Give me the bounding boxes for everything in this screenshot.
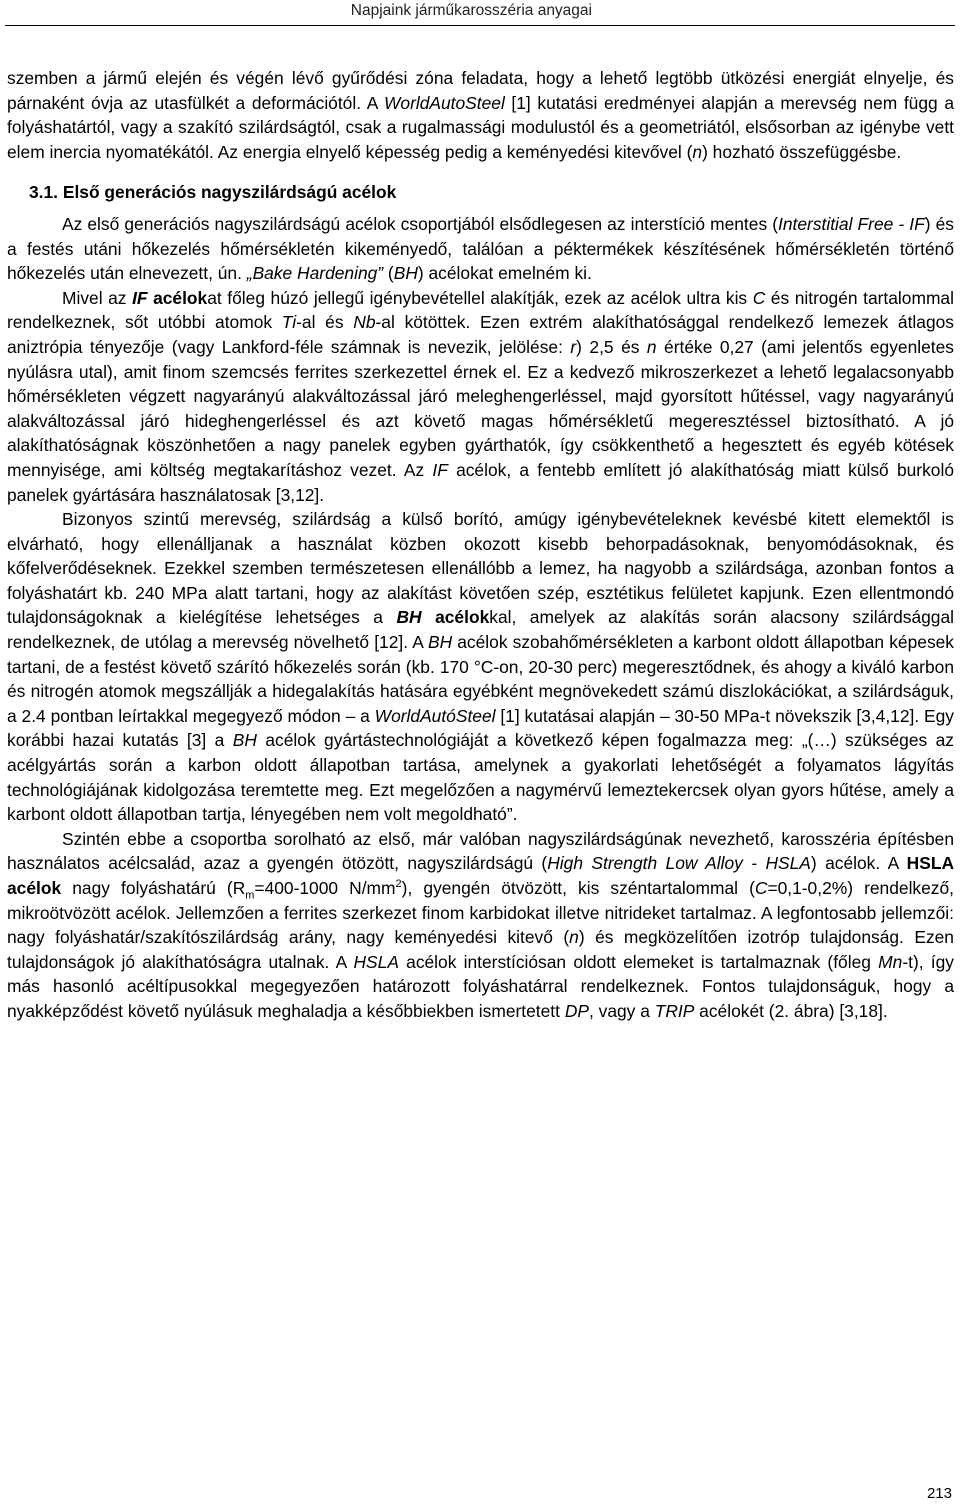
text-run: Ti [281, 312, 297, 333]
text-run: , vagy a [588, 1000, 655, 1021]
text-run: -al és [296, 312, 354, 333]
text-run: 3.1. Első generációs nagyszilárdságú acélok [29, 182, 397, 203]
text-run: értéke 0,27 (ami jelentős egyenletes nyúlásra utal), amit finom szemcsés ferrites szerkezettel érnek el. Ez a kedvező mikroszerkezet a lehető legalacsonyabb hőmérsékleten végzett nagyarányú alakváltozással járó meleghengerléssel, majd gyorsított hűtéssel, vagy nagyarányú alakváltozással járó hideghengerléssel és azt követő magas hőmérsékletű megeresztéssel biztosítható. A jó alakíthatóságnak köszönhetően a nagy panelek egyben gyárthatók, így csökkenthető a hegesztett és egyéb kötések mennyisége, ami költség megtakarításhoz vezet. Az [7, 336, 954, 480]
text-run: DP [564, 1000, 589, 1021]
text-run: Mivel az [62, 287, 133, 308]
text-run: kal, amelyek az alakítás során alacsony szilárdsággal rendelkeznek, de utólag a merevség növelhető [12]. A [7, 607, 955, 653]
text-run: Az első generációs nagyszilárdságú acélok csoportjából elsődlegesen az interstíció mentes ( [62, 213, 779, 234]
text-run: 2 [395, 878, 402, 891]
text-run: acélok interstíciósan oldott elemeket is tartalmaznak (főleg [398, 951, 879, 972]
text-run: -al kötöttek. Ezen extrém alakíthatósággal rendelkező lemezek átlagos aniztrópia tényezője (vagy Lankford-féle számnak is nevezik, jelölése: [7, 312, 954, 357]
text-run: ), gyengén ötvözött, kis széntartalommal ( [401, 878, 755, 898]
text-run: ) 2,5 és [576, 336, 647, 357]
text-run: ) acélok. A [810, 853, 907, 874]
text-run: BH [427, 632, 453, 653]
text-run: HSLA acélok [7, 853, 954, 898]
text-run: WorldAutoSteel [383, 92, 505, 113]
text-run: ) hozható összefüggésbe. [702, 141, 902, 162]
text-run: acélokét (2. ábra) [3,18]. [694, 1000, 888, 1021]
text-run: acélok [147, 287, 208, 308]
text-run: Szintén ebbe a csoportba sorolható az első, már valóban nagyszilárdságúnak nevezhető, karosszéria építésben használatos acélcsalád, azaz a gyengén ötözött, nagyszilárdságú ( [7, 828, 954, 874]
body-paragraph [7, 827, 954, 1024]
text-run: n [646, 336, 657, 357]
text-run: ) és megközelítően izotróp tulajdonság. Ezen tulajdonságok jó alakíthatóságra utalnak. A [7, 927, 954, 972]
text-run: BH [232, 730, 257, 751]
text-run: acélok szobahőmérsékleten a karbont oldott állapotban képesek tartani, de a festést követő szárító hőkezelés során (kb. 170 °C-on, 20-30 perc) megeresztődnek, és ahogy a kiváló karbon és nitrogén atomok megszállják a hidegalakítás hatására egyébként megnövekedett számú diszlokációkat, a szilárdságuk, a 2.4 pontban leírtakkal megegyező módon – a [7, 632, 955, 726]
text-run: High Strength Low Alloy - HSLA [547, 853, 811, 874]
page-header [0, 0, 960, 42]
text-run: „Bake Hardening” [246, 263, 384, 284]
text-run: TRIP [654, 1000, 695, 1021]
text-run: ) acélokat emelném ki. [417, 263, 592, 284]
text-run: Mn [878, 951, 903, 972]
header-rule [5, 25, 955, 26]
text-run: WorldAutóSteel [374, 705, 496, 726]
section-heading [7, 180, 954, 205]
text-run: ) és a festés utáni hőkezelés hőmérsékletén kikeményedő, találóan a péktermékek készítésének hőmérsékletén történő hőkezelés után elnevezett, ún. [7, 213, 954, 284]
document-body [7, 66, 954, 1024]
text-run: acélok [421, 607, 490, 628]
text-run: C [754, 878, 768, 898]
text-run: Bizonyos szintű merevség, szilárdság a külső borító, amúgy igénybevételeknek kevésbé kitett elemektől is elvárható, hogy ellenálljanak a használat közben okozott kisebb behorpadásoknak, benyomódásoknak, és kőfelverődéseknek. Ezekkel szemben természetesen ellenállóbb a lemez, ha nagyobb a szilárdsága, azonban fontos a folyáshatárt kb. 240 MPa alatt tartani, hogy az alakítást követően szép, esztétikus felületet kapjunk. Ezen ellentmondó tulajdonságoknak a kielégítése lehetséges a [7, 509, 954, 628]
body-paragraph [7, 66, 954, 164]
text-run: ( [383, 263, 394, 284]
text-run: Interstitial Free - IF [778, 213, 925, 234]
text-run: nagy folyáshatárú (R [61, 878, 246, 898]
text-run: acélok gyártástechnológiáját a következő képen fogalmazza meg: „(…) szükséges az acélgyártás során a karbon oldott állapotban tartása, amelynek a gyakorlati lehetőségét a folyamatos lágyítás technológiájának kidolgozása teremtette meg. Ezt megelőzően a nagymérvű lemeztekercsek olyan gyors hűtése, amely a karbont oldott állapotban tartja, lényegében nem volt megoldható”. [7, 730, 954, 825]
text-run: r [570, 336, 577, 357]
text-run: IF [132, 287, 148, 308]
text-run: [1] kutatási eredményei alapján a merevség nem függ a folyáshatártól, vagy a szakító szilárdságtól, csak a rugalmassági modulustól és a geometriától, elsősorban az igénybe vett elem inercia nyomatékától. Az energia elnyelő képesség pedig a keményedési kitevővel ( [7, 92, 954, 162]
body-paragraph [7, 286, 954, 507]
text-run: C [752, 287, 766, 308]
text-run: szemben a jármű elején és végén lévő gyűrődési zóna feladata, hogy a lehető legtöbb ütközési energiát elnyelje, és párnaként óvja az utasfülkét a deformációtól. A [7, 68, 954, 113]
text-run: acélok, a fentebb említett jó alakíthatóság miatt külső burkoló panelek gyártására használatosak [3,12]. [7, 459, 954, 505]
text-run: Nb [353, 312, 376, 333]
text-run: és nitrogén tartalommal rendelkeznek, sőt utóbbi atomok [7, 287, 954, 333]
text-run: n [692, 141, 703, 162]
text-run: BH [396, 607, 422, 628]
running-header-title: Napjaink járműkarosszéria anyagai [350, 2, 592, 19]
text-run: -t), így más hasonló acéltípusokkal megegyezően határozott folyáshatárral rendelkeznek. Fontos tulajdonságuk, hogy a nyakképződést követő nyúlásuk meghaladja a későbbiekben ismertetett [7, 951, 954, 1021]
text-run: n [569, 927, 579, 948]
text-run: IF [432, 459, 448, 480]
text-run: at főleg húzó jellegű igénybevétellel alakítják, ezek az acélok ultra kis [207, 287, 753, 308]
text-run: BH [393, 263, 418, 284]
text-run: HSLA [353, 951, 399, 972]
text-run: m [245, 889, 255, 902]
body-paragraph [7, 507, 954, 827]
text-run: =0,1-0,2%) rendelkező, mikroötvözött acélok. Jellemzően a ferrites szerkezet finom karbidokat illetve nitrideket tartalmaz. A legfontosabb jellemzői: nagy folyáshatár/szakítószilárdság arány, nagy keményedési kitevő ( [7, 878, 954, 948]
text-run: [1] kutatásai alapján – 30-50 MPa-t növekszik [3,4,12]. Egy korábbi hazai kutatás [3] a [7, 705, 954, 751]
text-run: =400-1000 N/mm [254, 878, 396, 898]
page-number: 213 [926, 1485, 952, 1502]
body-paragraph [7, 212, 954, 286]
